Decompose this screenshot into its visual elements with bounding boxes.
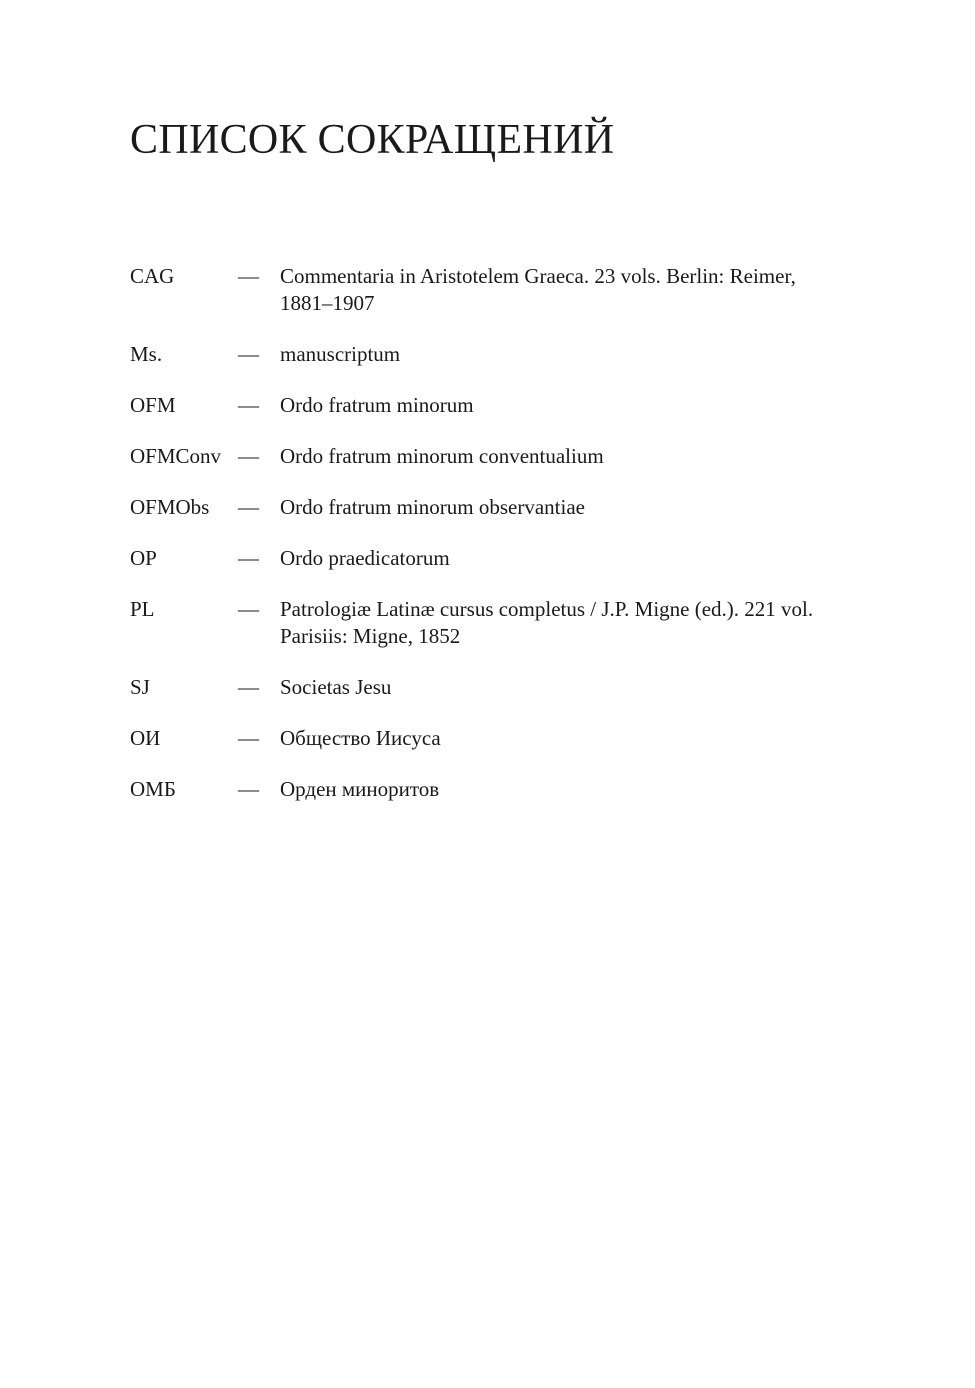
abbreviation-term: Ms. <box>130 342 163 366</box>
abbreviation-dash: — <box>238 675 259 699</box>
list-item <box>130 263 850 317</box>
abbreviation-term: OFM <box>130 393 176 417</box>
abbreviation-dash: — <box>238 444 259 468</box>
list-item <box>130 596 850 650</box>
abbreviation-dash: — <box>238 597 259 621</box>
abbreviation-term: CAG <box>130 264 175 288</box>
list-item <box>130 443 850 470</box>
abbreviation-definition: Patrologiæ Latinæ cursus completus / J.P. Migne (ed.). 221 vol. Parisiis: Migne, 1852 <box>280 597 814 648</box>
abbreviation-dash: — <box>238 726 259 750</box>
abbreviation-definition: manuscriptum <box>280 342 401 366</box>
abbreviation-term: ОИ <box>130 726 161 750</box>
abbreviation-term: PL <box>130 597 155 621</box>
abbreviation-definition: Societas Jesu <box>280 675 392 699</box>
abbreviation-definition: Ordo fratrum minorum observantiae <box>280 495 585 519</box>
abbreviation-definition: Общество Иисуса <box>280 726 441 750</box>
list-item <box>130 725 850 752</box>
list-item <box>130 341 850 368</box>
abbreviation-dash: — <box>238 393 259 417</box>
abbreviation-dash: — <box>238 264 259 288</box>
abbreviation-term: OFMConv <box>130 444 222 468</box>
list-item <box>130 545 850 572</box>
abbreviation-term: OP <box>130 546 157 570</box>
list-item <box>130 674 850 701</box>
abbreviation-definition: Ordo praedicatorum <box>280 546 450 570</box>
abbreviation-list <box>130 263 850 827</box>
list-item <box>130 776 850 803</box>
abbreviation-definition: Ordo fratrum minorum <box>280 393 474 417</box>
abbreviation-term: OFMObs <box>130 495 210 519</box>
abbreviation-definition: Commentaria in Aristotelem Graeca. 23 vols. Berlin: Reimer, 1881–1907 <box>280 264 796 315</box>
abbreviation-dash: — <box>238 777 259 801</box>
abbreviation-dash: — <box>238 495 259 519</box>
list-item <box>130 392 850 419</box>
abbreviation-dash: — <box>238 546 259 570</box>
page-title: СПИСОК СОКРАЩЕНИЙ <box>130 117 615 163</box>
abbreviation-term: ОМБ <box>130 777 176 801</box>
abbreviation-dash: — <box>238 342 259 366</box>
abbreviation-term: SJ <box>130 675 150 699</box>
abbreviation-definition: Орден миноритов <box>280 777 440 801</box>
abbreviation-definition: Ordo fratrum minorum conventualium <box>280 444 604 468</box>
list-item <box>130 494 850 521</box>
